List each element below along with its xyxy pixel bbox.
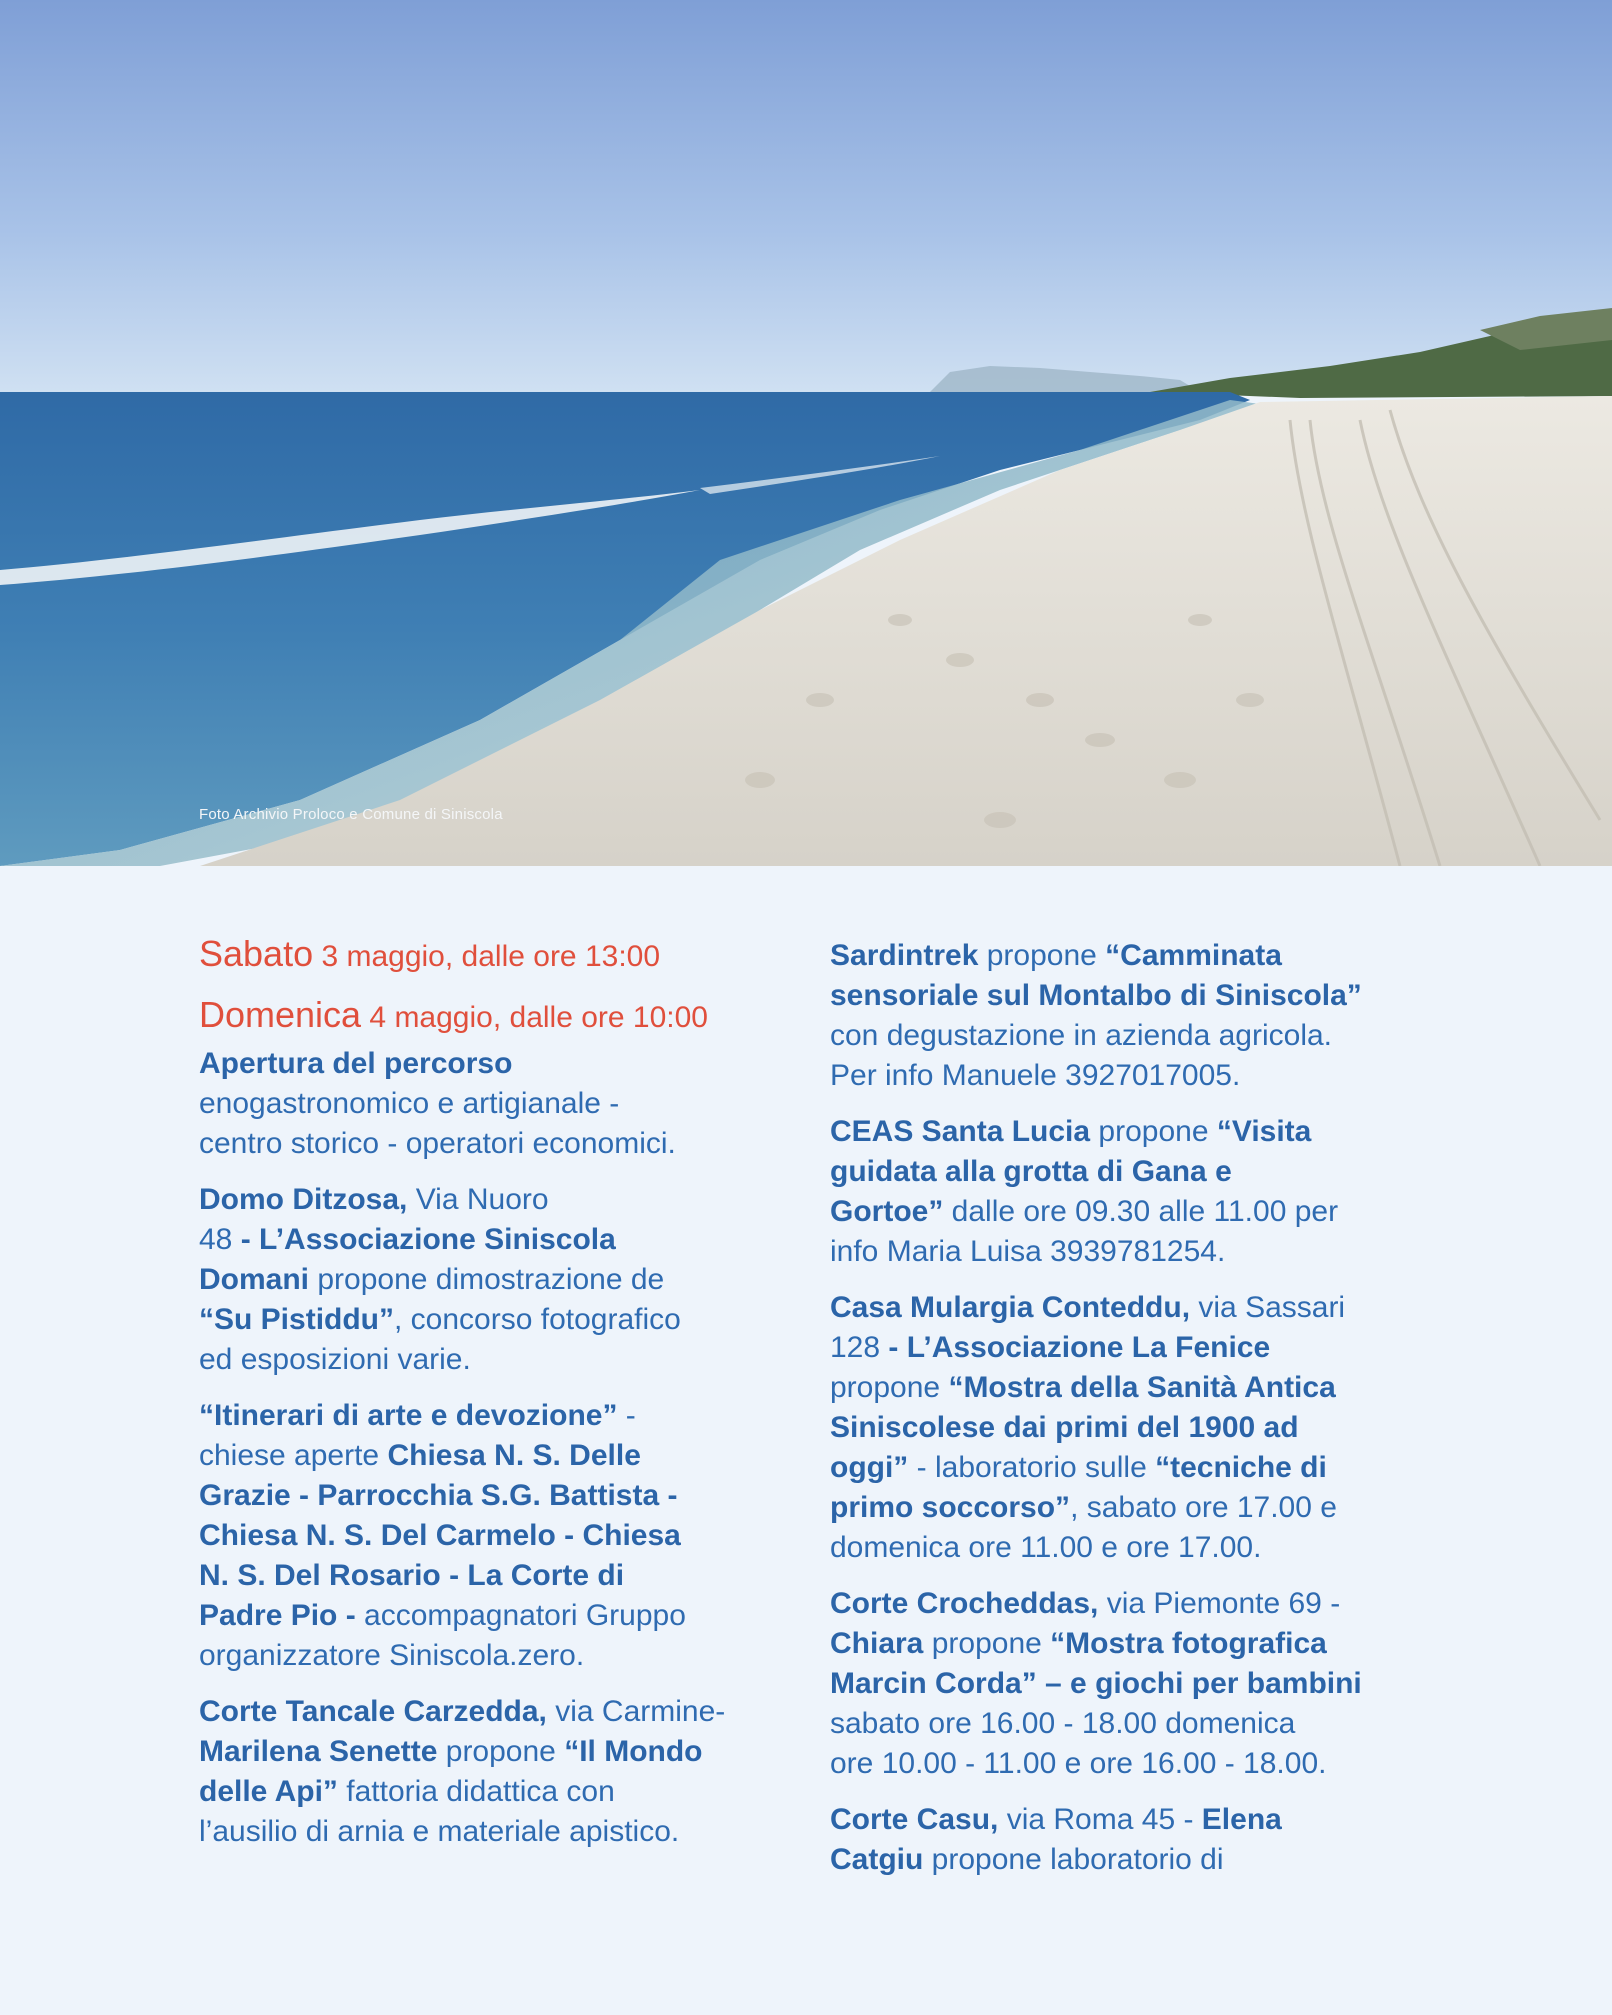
tancale-text: fattoria didattica con <box>337 1775 615 1808</box>
itinerari-bold: N. S. Del Rosario - La Corte di <box>199 1559 625 1592</box>
mulargia-text: - laboratorio sulle <box>908 1451 1156 1484</box>
beach-illustration <box>0 0 1612 866</box>
casu-text: propone laboratorio di <box>923 1843 1224 1876</box>
crocheddas-text: propone <box>923 1627 1051 1660</box>
sunday-date <box>199 993 799 1040</box>
event-corte-tancale <box>199 1692 799 1852</box>
mulargia-text: propone <box>830 1371 949 1404</box>
casu-text: via Roma 45 - <box>998 1803 1202 1836</box>
sardintrek-text: Per info Manuele 3927017005. <box>830 1059 1241 1092</box>
ceas-bold: guidata alla grotta di Gana e <box>830 1155 1232 1188</box>
domo-title: Domo Ditzosa, <box>199 1183 408 1216</box>
mulargia-bold: “tecniche di <box>1155 1451 1327 1484</box>
event-itinerari <box>199 1396 799 1676</box>
mulargia-bold: oggi” <box>830 1451 909 1484</box>
event-sardintrek <box>830 936 1420 1096</box>
casu-bold: Catgiu <box>830 1843 924 1876</box>
tancale-bold: “Il Mondo <box>564 1735 703 1768</box>
mulargia-bold: “Mostra della Sanità Antica <box>948 1371 1336 1404</box>
itinerari-text: chiese aperte <box>199 1439 388 1472</box>
sunday-time: 4 maggio, dalle ore 10:00 <box>369 1001 708 1034</box>
photo-credit: Foto Archivio Proloco e Comune di Siniscola <box>199 806 503 823</box>
mulargia-title: Casa Mulargia Conteddu, <box>830 1291 1191 1324</box>
ceas-text: dalle ore 09.30 alle 11.00 per <box>943 1195 1339 1228</box>
event-corte-casu <box>830 1800 1420 1880</box>
tancale-text: via Carmine- <box>546 1695 726 1728</box>
sunday-label: Domenica <box>199 994 362 1035</box>
beach-photo <box>0 0 1612 866</box>
crocheddas-text: sabato ore 16.00 - 18.00 domenica <box>830 1707 1296 1740</box>
left-column <box>199 932 799 1868</box>
sardintrek-bold: sensoriale sul Montalbo di Siniscola” <box>830 979 1362 1012</box>
domo-text: ed esposizioni varie. <box>199 1343 471 1376</box>
itinerari-bold: Padre Pio - <box>199 1599 356 1632</box>
ceas-title: CEAS Santa Lucia <box>830 1115 1091 1148</box>
mulargia-bold: - L’Associazione La Fenice <box>880 1331 1271 1364</box>
apertura-title: Apertura del percorso <box>199 1047 513 1080</box>
casu-bold: Elena <box>1201 1803 1282 1836</box>
tancale-text: propone <box>437 1735 565 1768</box>
crocheddas-title: Corte Crocheddas, <box>830 1587 1099 1620</box>
itinerari-title: “Itinerari di arte e devozione” <box>199 1399 618 1432</box>
saturday-date <box>199 932 799 979</box>
ceas-bold: “Visita <box>1216 1115 1312 1148</box>
tancale-text: l’ausilio di arnia e materiale apistico. <box>199 1815 680 1848</box>
sardintrek-bold: “Camminata <box>1105 939 1282 972</box>
domo-bold: “Su Pistiddu” <box>199 1303 394 1336</box>
domo-text: Via Nuoro <box>407 1183 549 1216</box>
domo-text: 48 <box>199 1223 233 1256</box>
crocheddas-bold: “Mostra fotografica <box>1050 1627 1327 1660</box>
domo-bold: Domani <box>199 1263 310 1296</box>
schedule <box>199 932 799 1040</box>
crocheddas-text: via Piemonte 69 - <box>1098 1587 1341 1620</box>
saturday-time: 3 maggio, dalle ore 13:00 <box>321 940 661 973</box>
itinerari-text: accompagnatori Gruppo <box>355 1599 686 1632</box>
mulargia-text: domenica ore 11.00 e ore 17.00. <box>830 1531 1262 1564</box>
itinerari-bold: Chiesa N. S. Delle <box>387 1439 641 1472</box>
casu-title: Corte Casu, <box>830 1803 999 1836</box>
crocheddas-text: ore 10.00 - 11.00 e ore 16.00 - 18.00. <box>830 1747 1327 1780</box>
crocheddas-bold: Chiara <box>830 1627 924 1660</box>
tancale-title: Corte Tancale Carzedda, <box>199 1695 547 1728</box>
event-apertura <box>199 1044 799 1164</box>
crocheddas-bold: Marcin Corda” – e giochi per bambini <box>830 1667 1362 1700</box>
tancale-bold: delle Api” <box>199 1775 338 1808</box>
apertura-line: centro storico - operatori economici. <box>199 1127 676 1160</box>
mulargia-bold: Siniscolese dai primi del 1900 ad <box>830 1411 1299 1444</box>
mulargia-text: via Sassari <box>1190 1291 1346 1324</box>
event-casa-mulargia <box>830 1288 1420 1568</box>
domo-bold: - L’Associazione Siniscola <box>232 1223 616 1256</box>
mulargia-text: 128 <box>830 1331 881 1364</box>
tancale-bold: Marilena Senette <box>199 1735 438 1768</box>
itinerari-text: organizzatore Siniscola.zero. <box>199 1639 585 1672</box>
domo-text: , concorso fotografico <box>394 1303 681 1336</box>
right-column <box>830 936 1420 1896</box>
event-corte-crocheddas <box>830 1584 1420 1784</box>
mulargia-text: , sabato ore 17.00 e <box>1070 1491 1337 1524</box>
mulargia-bold: primo soccorso” <box>830 1491 1071 1524</box>
itinerari-bold: Grazie - Parrocchia S.G. Battista - <box>199 1479 678 1512</box>
sardintrek-title: Sardintrek <box>830 939 979 972</box>
ceas-text: propone <box>1090 1115 1217 1148</box>
itinerari-text: - <box>617 1399 636 1432</box>
event-ceas <box>830 1112 1420 1272</box>
ceas-text: info Maria Luisa 3939781254. <box>830 1235 1226 1268</box>
event-domo-ditzosa <box>199 1180 799 1380</box>
apertura-line: enogastronomico e artigianale - <box>199 1087 620 1120</box>
domo-text: propone dimostrazione de <box>309 1263 665 1296</box>
sardintrek-text: propone <box>978 939 1106 972</box>
saturday-label: Sabato <box>199 933 314 974</box>
itinerari-bold: Chiesa N. S. Del Carmelo - Chiesa <box>199 1519 681 1552</box>
sardintrek-text: con degustazione in azienda agricola. <box>830 1019 1333 1052</box>
ceas-bold: Gortoe” <box>830 1195 944 1228</box>
